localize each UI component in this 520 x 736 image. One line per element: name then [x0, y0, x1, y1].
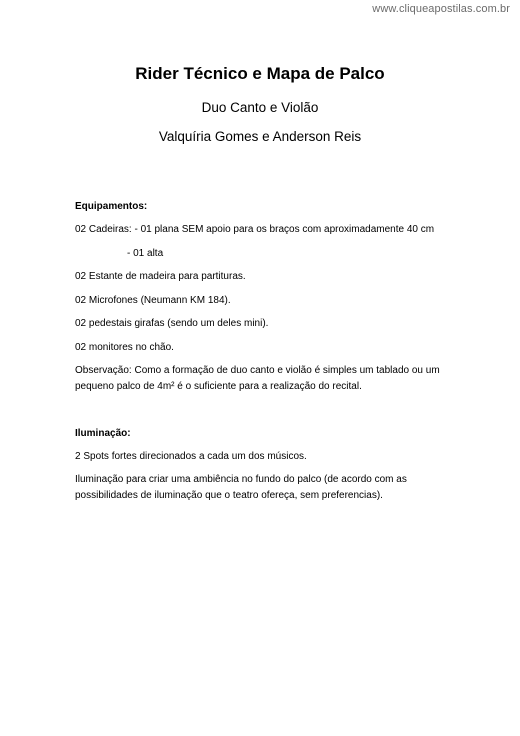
equipamentos-heading: Equipamentos:	[75, 201, 148, 212]
estante-line: 02 Estante de madeira para partituras.	[75, 271, 246, 282]
watermark-url: www.cliqueapostilas.com.br	[372, 3, 510, 15]
cadeiras-alta-line: - 01 alta	[127, 248, 164, 259]
document-subtitle: Duo Canto e Violão	[201, 100, 319, 115]
pedestais-line: 02 pedestais girafas (sendo um deles mini).	[75, 318, 269, 329]
cadeiras-line: 02 Cadeiras: - 01 plana SEM apoio para os braços com aproximadamente 40 cm	[75, 224, 435, 235]
artists-line: Valquíria Gomes e Anderson Reis	[158, 129, 362, 144]
ambiencia-line-2: possibilidades de iluminação que o teatro ofereça, sem preferencias).	[75, 490, 383, 501]
iluminacao-heading: Iluminação:	[75, 428, 131, 439]
observacao-line-1: Observação: Como a formação de duo canto e violão é simples um tablado ou um	[75, 365, 440, 376]
spots-line: 2 Spots fortes direcionados a cada um dos músicos.	[75, 451, 307, 462]
observacao-line-2: pequeno palco de 4m² é o suficiente para a realização do recital.	[75, 381, 362, 392]
monitores-line: 02 monitores no chão.	[75, 342, 174, 353]
ambiencia-line-1: Iluminação para criar uma ambiência no fundo do palco (de acordo com as	[75, 474, 407, 485]
document-title: Rider Técnico e Mapa de Palco	[135, 64, 385, 83]
microfones-line: 02 Microfones (Neumann KM 184).	[75, 295, 231, 306]
